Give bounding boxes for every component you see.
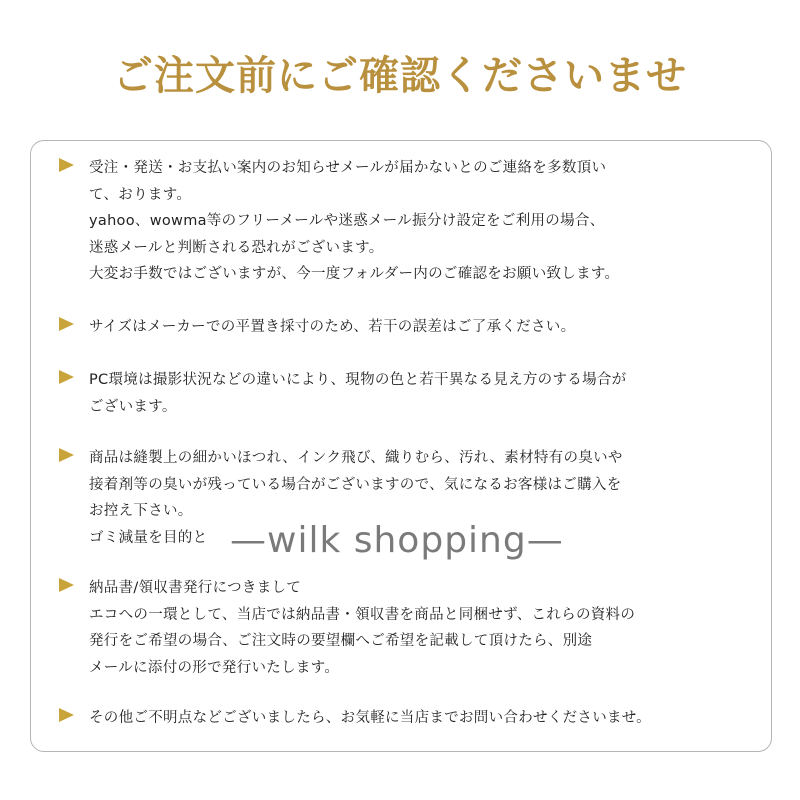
notice-line: ございます。: [89, 398, 177, 415]
notice-card: [30, 140, 772, 752]
notice-line: て、おります。: [89, 186, 192, 203]
notice-line: ゴミ減量を目的と: [89, 529, 208, 546]
notice-line: エコへの一環として、当店では納品書・領収書を商品と同梱せず、これらの資料の: [89, 606, 636, 623]
notice-item-size: [59, 314, 749, 341]
bullet-arrow-icon: [59, 158, 74, 172]
notice-line: 迷惑メールと判断される恐れがございます。: [89, 239, 384, 256]
notice-item-color: [59, 367, 749, 420]
shop-watermark: —wilk shopping—: [230, 520, 564, 561]
bullet-arrow-icon: [59, 370, 74, 384]
notice-item-receipt: [59, 575, 749, 681]
notice-line: その他ご不明点などございましたら、お気軽に当店までお問い合わせくださいませ。: [89, 710, 651, 726]
notice-item-contact: [59, 705, 749, 732]
notice-line: 発行をご希望の場合、ご注文時の要望欄へご希望を記載して頂けたら、別途: [89, 633, 593, 649]
notice-line: サイズはメーカーでの平置き採寸のため、若干の誤差はご了承ください。: [89, 319, 576, 335]
bullet-arrow-icon: [59, 448, 74, 462]
bullet-arrow-icon: [59, 317, 74, 331]
notice-line: 商品は縫製上の細かいほつれ、インク飛び、織りむら、汚れ、素材特有の臭いや: [89, 450, 623, 466]
bullet-arrow-icon: [59, 708, 74, 722]
notice-line: 大変お手数ではございますが、今一度フォルダー内のご確認をお願い致します。: [89, 266, 620, 282]
notice-line: 受注・発送・お支払い案内のお知らせメールが届かないとのご連絡を多数頂い: [89, 160, 607, 176]
notice-line: メールに添付の形で発行いたします。: [89, 659, 340, 676]
notice-line: PC環境は撮影状況などの違いにより、現物の色と若干異なる見え方のする場合が: [89, 372, 627, 388]
notice-line: 納品書/領収書発行につきまして: [89, 580, 302, 596]
page-title: ご注文前にご確認くださいませ: [113, 53, 687, 99]
notice-line: お控え下さい。: [89, 503, 193, 519]
bullet-arrow-icon: [59, 578, 74, 592]
notice-line: 接着剤等の臭いが残っている場合がございますので、気になるお客様はご購入を: [89, 476, 622, 493]
notice-item-mail: [59, 155, 749, 288]
notice-line: yahoo、wowma等のフリーメールや迷惑メール振分け設定をご利用の場合、: [89, 213, 605, 229]
